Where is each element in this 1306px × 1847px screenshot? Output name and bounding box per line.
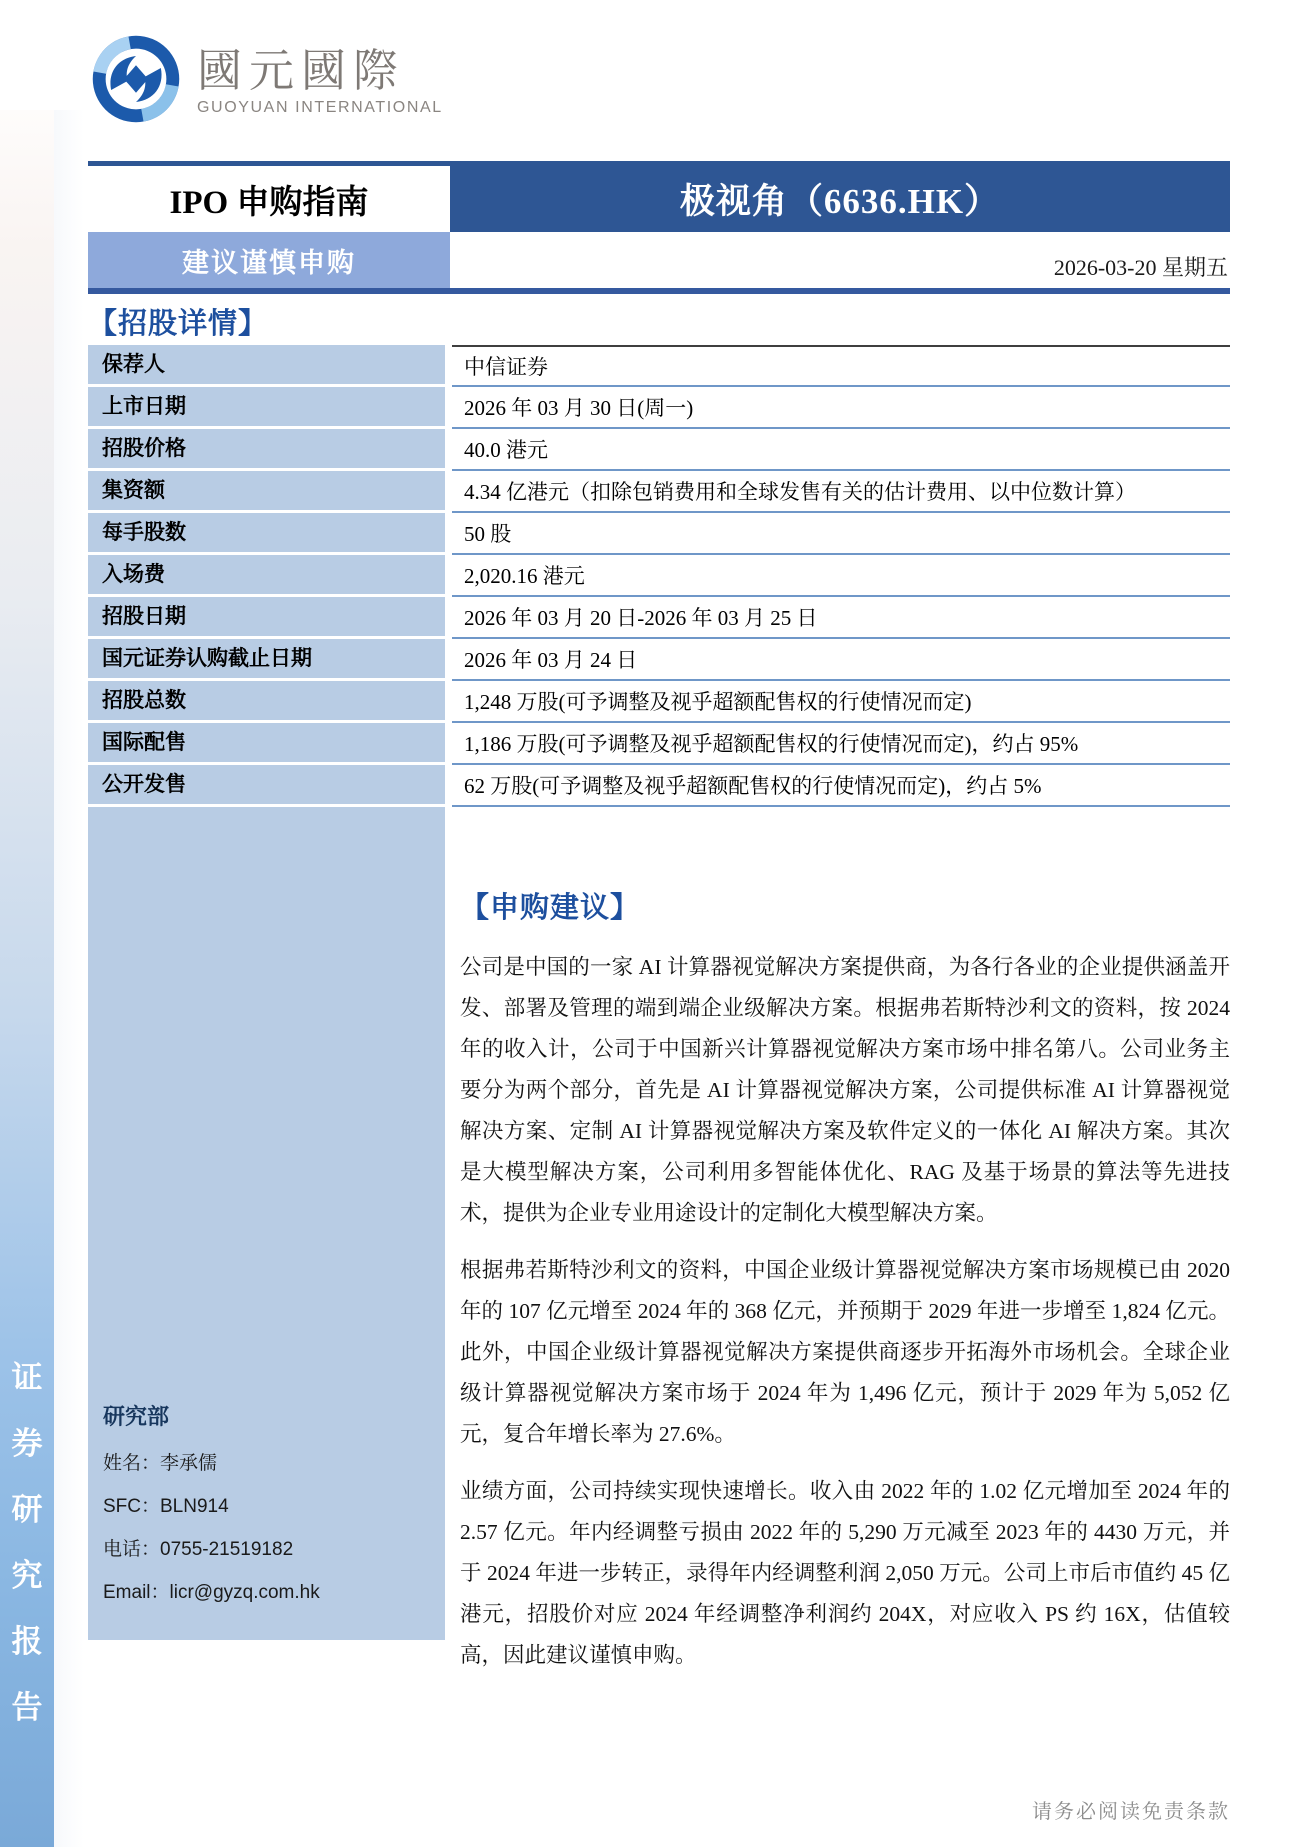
company-logo bbox=[90, 33, 443, 130]
row-value: 2,020.16 港元 bbox=[452, 555, 1230, 597]
offering-details-title: 【招股详情】 bbox=[88, 308, 269, 340]
disclaimer-note: 请务必阅读免责条款 bbox=[1032, 1801, 1230, 1823]
table-row bbox=[88, 597, 1230, 639]
table-row bbox=[88, 387, 1230, 429]
row-label: 上市日期 bbox=[88, 387, 445, 426]
recommendation-badge: 建议谨慎申购 bbox=[88, 232, 450, 288]
row-label: 国际配售 bbox=[88, 723, 445, 762]
row-value: 2026 年 03 月 30 日(周一) bbox=[452, 387, 1230, 429]
stock-title-banner: 极视角（6636.HK） bbox=[450, 166, 1230, 232]
row-value: 1,186 万股(可予调整及视乎超额配售权的行使情况而定)，约占 95% bbox=[452, 723, 1230, 765]
left-gradient-strip bbox=[0, 110, 54, 1847]
vertical-char: 告 bbox=[11, 1690, 43, 1725]
subscription-advice-section bbox=[460, 885, 1230, 1692]
vertical-report-type bbox=[0, 1352, 54, 1727]
report-date: 2026-03-20 星期五 bbox=[1053, 255, 1228, 280]
row-value: 40.0 港元 bbox=[452, 429, 1230, 471]
analyst-name: 姓名：李承儒 bbox=[103, 1453, 218, 1474]
vertical-char: 券 bbox=[11, 1426, 43, 1461]
row-label: 公开发售 bbox=[88, 765, 445, 804]
analyst-phone: 电话：0755-21519182 bbox=[103, 1539, 294, 1560]
row-label: 招股价格 bbox=[88, 429, 445, 468]
table-row bbox=[88, 765, 1230, 807]
advice-paragraph: 根据弗若斯特沙利文的资料，中国企业级计算器视觉解决方案市场规模已由 2020 年的 107 亿元增至 2024 年的 368 亿元，并预期于 2029 年进一步增至 1,824 亿元。此外，中国企业级计算器视觉解决方案提供商逐步开拓海外市场机会。全球企业级计算器视觉解决方案市场于 2024 年为 1,496 亿元，预计于 2029 年为 5,052 亿元，复合年增长率为 27.6%。 bbox=[460, 1258, 1230, 1446]
row-label: 招股日期 bbox=[88, 597, 445, 636]
logo-name-en: GUOYUAN INTERNATIONAL bbox=[197, 98, 443, 116]
row-label: 保荐人 bbox=[88, 345, 445, 384]
research-dept-block bbox=[103, 1400, 433, 1620]
vertical-char: 研 bbox=[11, 1492, 43, 1527]
row-label: 国元证券认购截止日期 bbox=[88, 639, 445, 678]
research-dept-title: 研究部 bbox=[103, 1404, 170, 1429]
vertical-char: 证 bbox=[11, 1360, 43, 1395]
row-value: 62 万股(可予调整及视乎超额配售权的行使情况而定)，约占 5% bbox=[452, 765, 1230, 807]
offering-details-table bbox=[88, 345, 1230, 807]
table-row bbox=[88, 429, 1230, 471]
row-value: 4.34 亿港元（扣除包销费用和全球发售有关的估计费用、以中位数计算） bbox=[452, 471, 1230, 513]
table-row bbox=[88, 681, 1230, 723]
row-label: 每手股数 bbox=[88, 513, 445, 552]
row-value: 50 股 bbox=[452, 513, 1230, 555]
doc-type-title: IPO 申购指南 bbox=[88, 166, 450, 232]
advice-paragraph: 公司是中国的一家 AI 计算器视觉解决方案提供商，为各行各业的企业提供涵盖开发、部署及管理的端到端企业级解决方案。根据弗若斯特沙利文的资料，按 2024 年的收入计，公司于中国新兴计算器视觉解决方案市场中排名第八。公司业务主要分为两个部分，首先是 AI 计算器视觉解决方案，公司提供标准 AI 计算器视觉解决方案、定制 AI 计算器视觉解决方案及软件定义的一体化 AI 解决方案。其次是大模型解决方案，公司利用多智能体优化、RAG 及基于场景的算法等先进技术，提供为企业专业用途设计的定制化大模型解决方案。 bbox=[460, 955, 1230, 1225]
row-label: 招股总数 bbox=[88, 681, 445, 720]
logo-text bbox=[197, 46, 443, 117]
guoyuan-logo-icon bbox=[90, 33, 182, 130]
row-label: 入场费 bbox=[88, 555, 445, 594]
row-value: 中信证券 bbox=[452, 345, 1230, 387]
header-bottom-rule bbox=[88, 288, 1230, 294]
advice-paragraph: 业绩方面，公司持续实现快速增长。收入由 2022 年的 1.02 亿元增加至 2024 年的 2.57 亿元。年内经调整亏损由 2022 年的 5,290 万元减至 2023 年的 4430 万元，并于 2024 年进一步转正，录得年内经调整利润 2,050 万元。公司上市后市值约 45 亿港元，招股价对应 2024 年经调整净利润约 204X，对应收入 PS 约 16X，估值较高，因此建议谨慎申购。 bbox=[460, 1479, 1230, 1667]
logo-name-cn: 國元國際 bbox=[197, 45, 406, 97]
table-row bbox=[88, 345, 1230, 387]
row-value: 1,248 万股(可予调整及视乎超额配售权的行使情况而定) bbox=[452, 681, 1230, 723]
table-row bbox=[88, 723, 1230, 765]
research-dept-panel bbox=[88, 807, 445, 1640]
row-label: 集资额 bbox=[88, 471, 445, 510]
row-value: 2026 年 03 月 24 日 bbox=[452, 639, 1230, 681]
subscription-advice-title: 【申购建议】 bbox=[460, 892, 641, 924]
table-row bbox=[88, 471, 1230, 513]
table-row bbox=[88, 513, 1230, 555]
analyst-sfc-license: SFC：BLN914 bbox=[103, 1496, 229, 1517]
table-row bbox=[88, 639, 1230, 681]
row-value: 2026 年 03 月 20 日-2026 年 03 月 25 日 bbox=[452, 597, 1230, 639]
table-row bbox=[88, 555, 1230, 597]
analyst-email: Email：licr@gyzq.com.hk bbox=[103, 1582, 320, 1603]
vertical-char: 报 bbox=[11, 1624, 43, 1659]
vertical-char: 究 bbox=[11, 1558, 43, 1593]
